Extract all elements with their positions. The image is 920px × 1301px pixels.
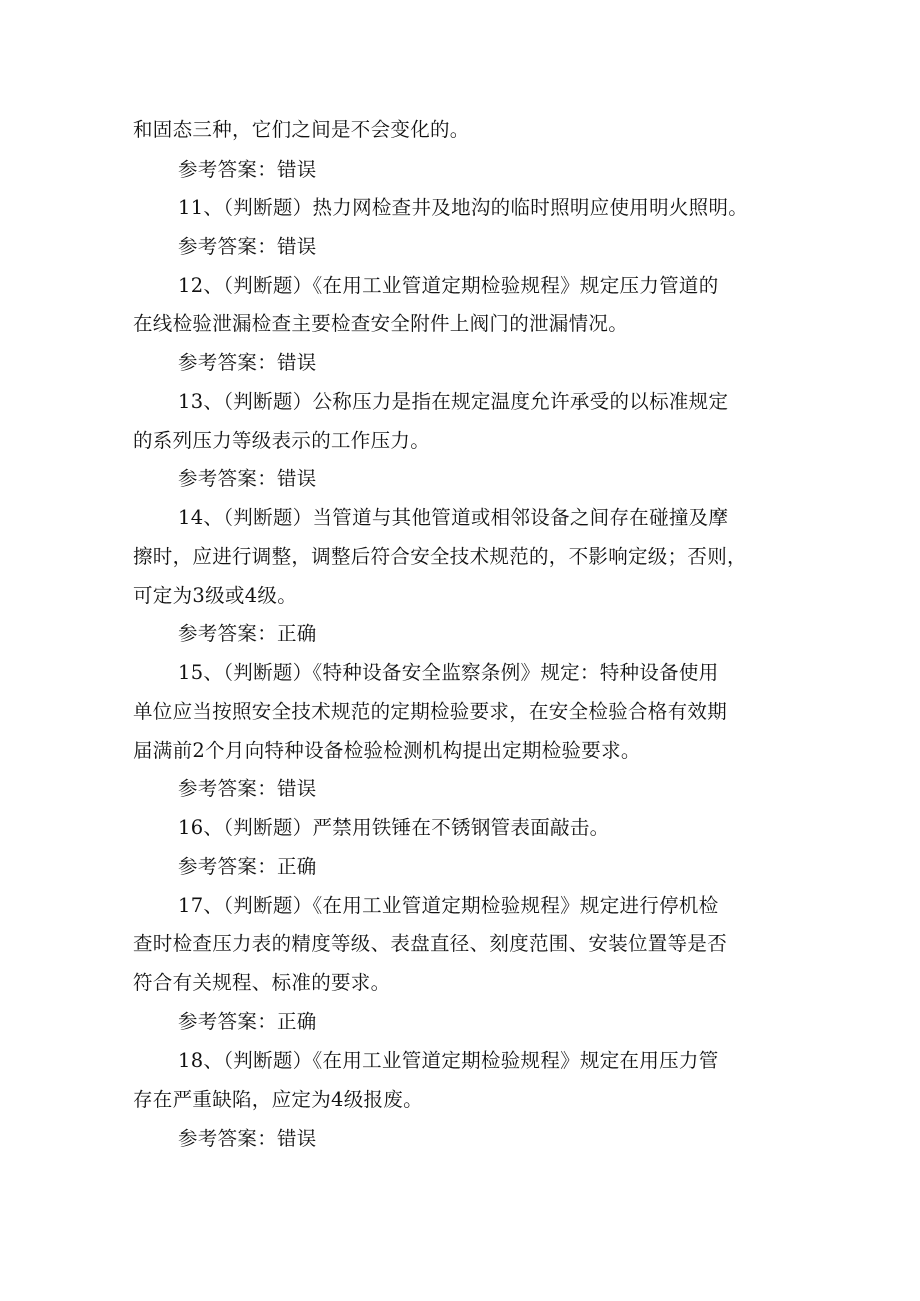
question-line: 15、（判断题）《特种设备安全监察条例》规定：特种设备使用 [178,661,719,684]
answer-line: 参考答案：错误 [178,235,317,258]
question-line: 14、（判断题）当管道与其他管道或相邻设备之间存在碰撞及摩 [178,506,729,529]
answer-line: 参考答案：错误 [178,1127,317,1150]
text-line: 的系列压力等级表示的工作压力。 [133,429,431,452]
text-line: 擦时，应进行调整，调整后符合安全技术规范的，不影响定级；否则， [133,545,747,568]
text-line: 和固态三种，它们之间是不会变化的。 [133,118,470,141]
question-line: 13、（判断题）公称压力是指在规定温度允许承受的以标准规定 [178,390,729,413]
question-line: 11、（判断题）热力网检查井及地沟的临时照明应使用明火照明。 [178,196,749,219]
answer-line: 参考答案：正确 [178,1010,317,1033]
answer-line: 参考答案：正确 [178,622,317,645]
answer-line: 参考答案：错误 [178,777,317,800]
question-line: 16、（判断题）严禁用铁锤在不锈钢管表面敲击。 [178,816,610,839]
question-line: 12、（判断题）《在用工业管道定期检验规程》规定压力管道的 [178,274,719,297]
text-line: 在线检验泄漏检查主要检查安全附件上阀门的泄漏情况。 [133,312,629,335]
text-line: 可定为3级或4级。 [133,584,298,607]
text-line: 单位应当按照安全技术规范的定期检验要求，在安全检验合格有效期 [133,700,728,723]
answer-line: 参考答案：错误 [178,351,317,374]
question-line: 18、（判断题）《在用工业管道定期检验规程》规定在用压力管 [178,1049,719,1072]
text-line: 符合有关规程、标准的要求。 [133,971,391,994]
answer-line: 参考答案：正确 [178,855,317,878]
question-line: 17、（判断题）《在用工业管道定期检验规程》规定进行停机检 [178,894,719,917]
answer-line: 参考答案：错误 [178,158,317,181]
text-line: 届满前2个月向特种设备检验检测机构提出定期检验要求。 [133,739,641,762]
text-line: 存在严重缺陷，应定为4级报废。 [133,1088,423,1111]
answer-line: 参考答案：错误 [178,467,317,490]
text-line: 查时检查压力表的精度等级、表盘直径、刻度范围、安装位置等是否 [133,932,728,955]
